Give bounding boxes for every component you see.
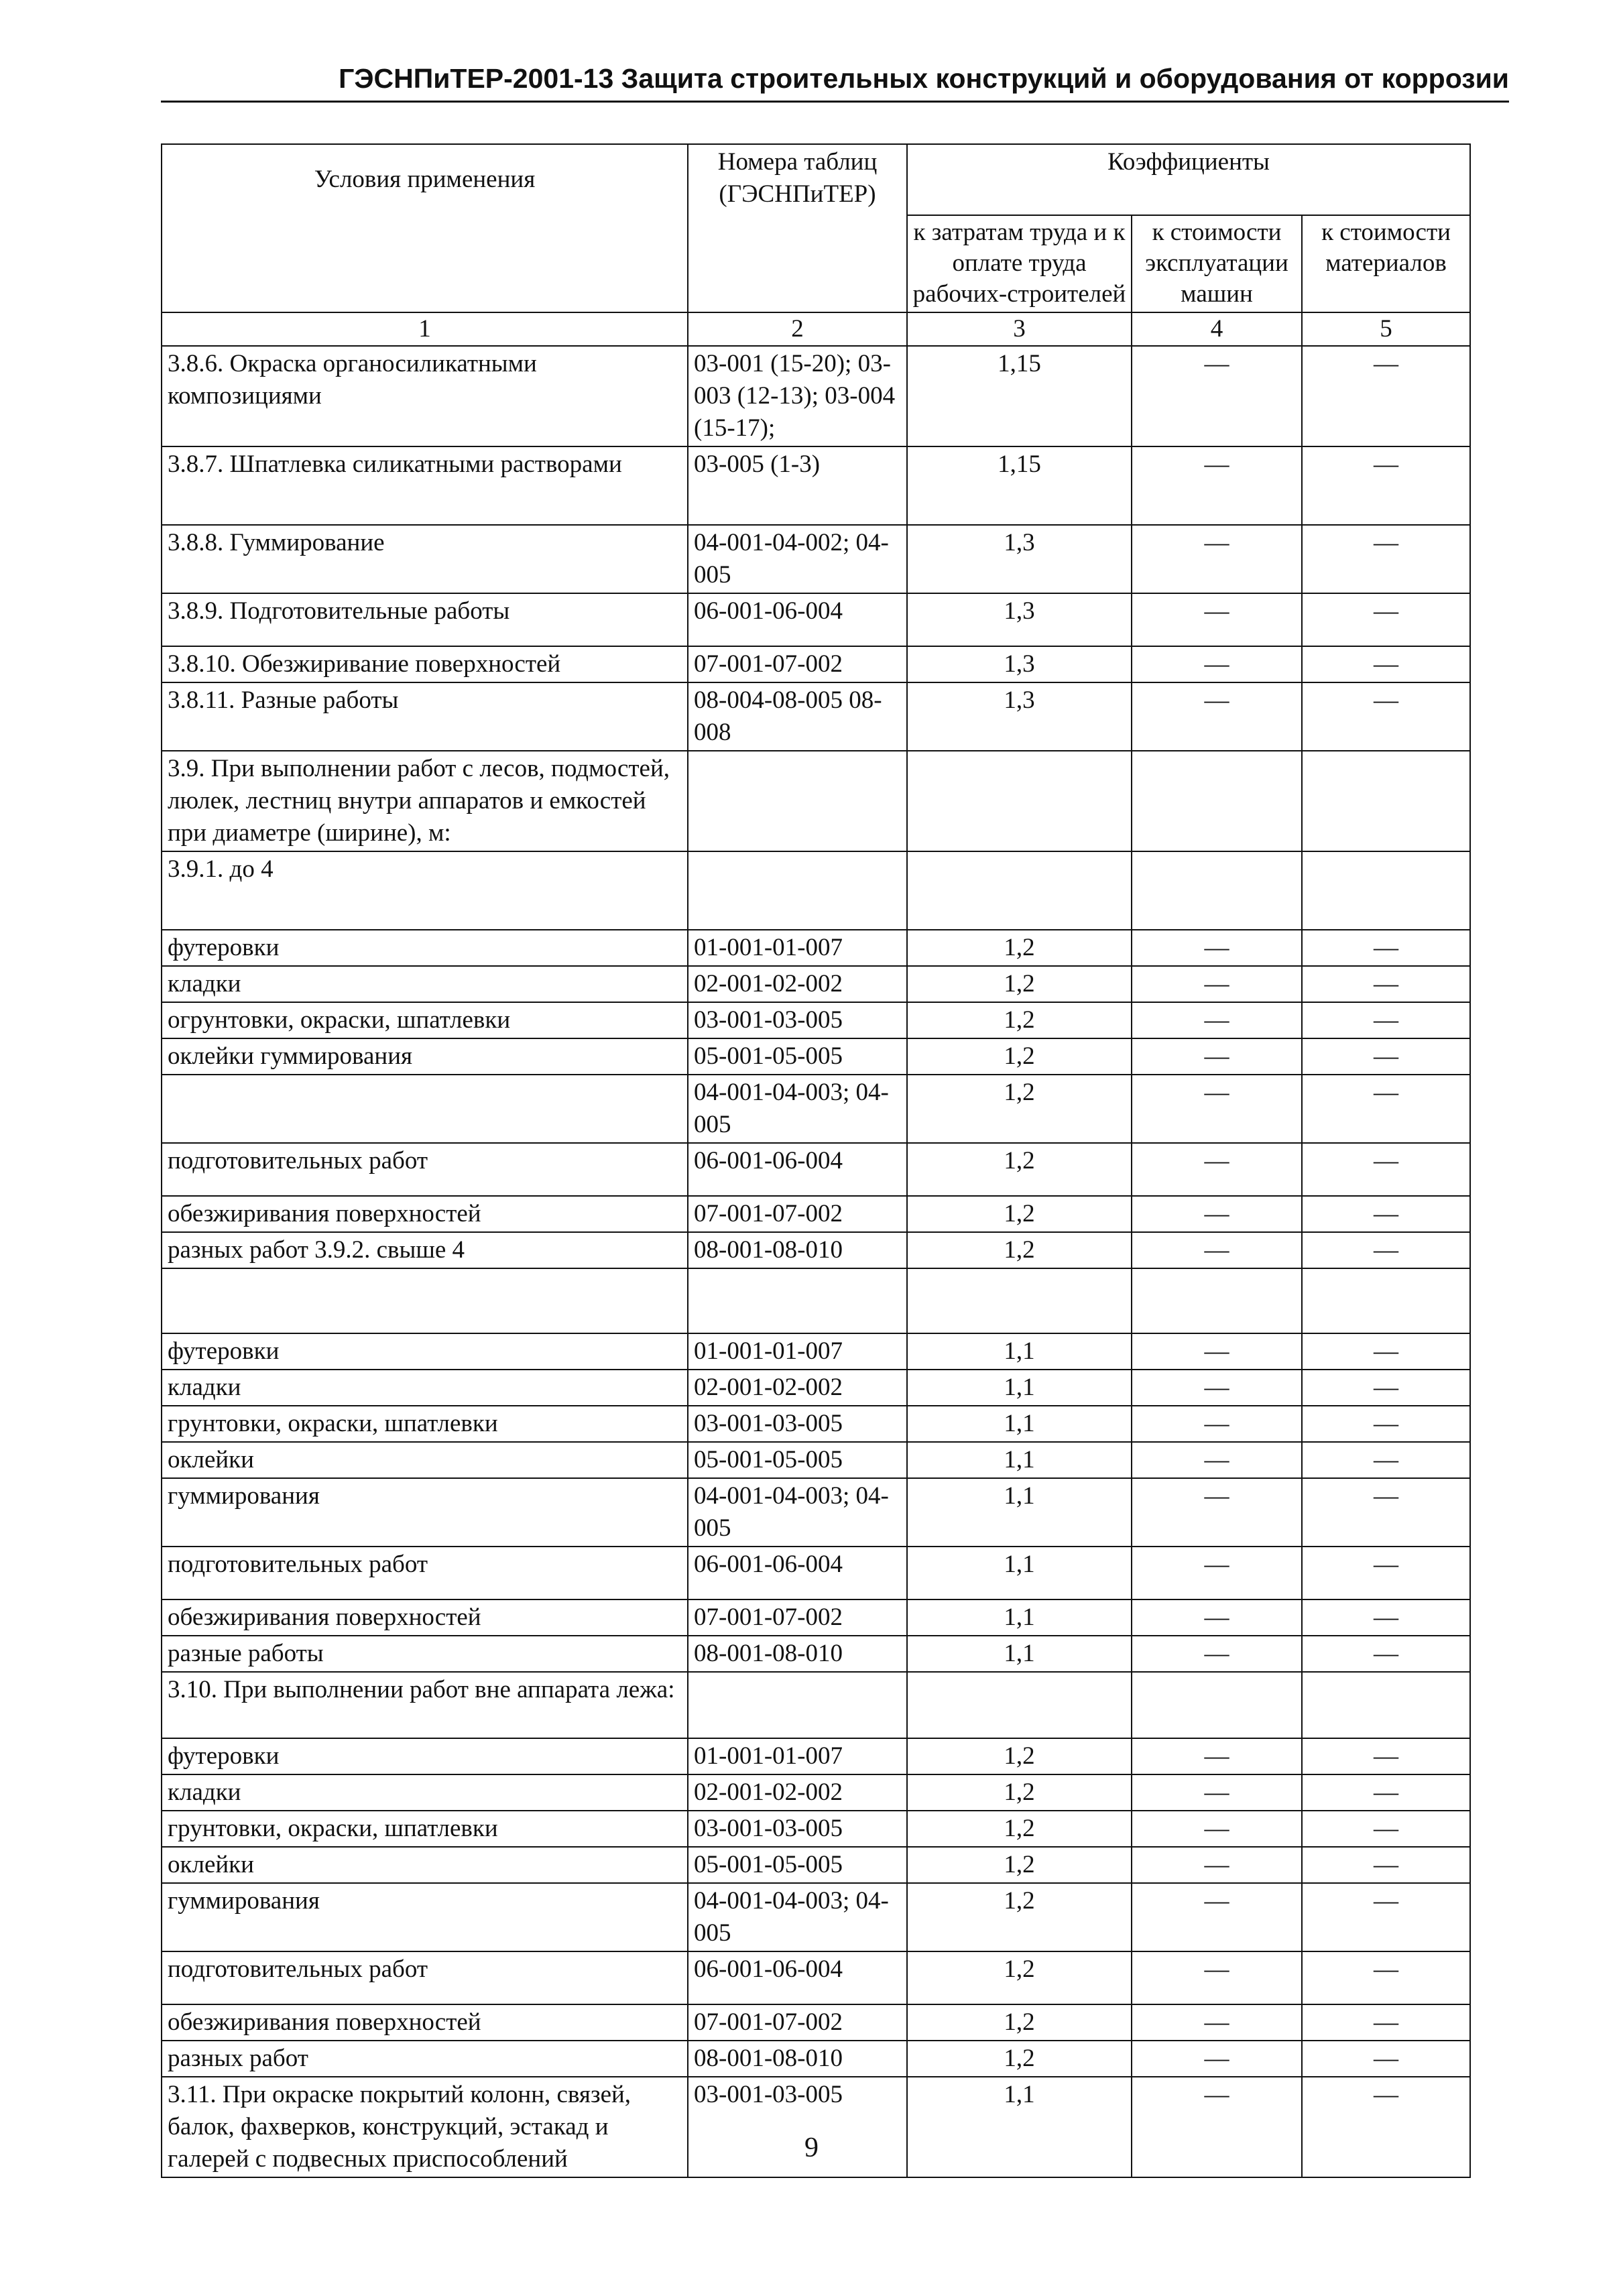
document-header-title: ГЭСНПиТЕР-2001-13 Защита строительных конструкций и оборудования от коррозии	[339, 63, 1509, 94]
machines-coefficient-cell: —	[1132, 1738, 1302, 1774]
labor-coefficient-cell: 1,1	[907, 1406, 1132, 1442]
condition-cell: 3.10. При выполнении работ вне аппарата лежа:	[162, 1672, 688, 1738]
materials-coefficient-cell: —	[1302, 966, 1470, 1002]
table-row	[162, 930, 1470, 966]
table-row	[162, 1774, 1470, 1811]
table-numbers-cell: 01-001-01-007	[688, 930, 907, 966]
machines-coefficient-cell: —	[1132, 1370, 1302, 1406]
table-numbers-cell: 02-001-02-002	[688, 1370, 907, 1406]
machines-coefficient-cell: —	[1132, 1478, 1302, 1547]
labor-coefficient-cell	[907, 851, 1132, 930]
table-row	[162, 346, 1470, 446]
materials-coefficient-cell: —	[1302, 2077, 1470, 2177]
condition-cell: подготовительных работ	[162, 1547, 688, 1599]
header-rule	[161, 101, 1509, 103]
table-row	[162, 2041, 1470, 2077]
table-row	[162, 1636, 1470, 1672]
condition-cell: 3.8.11. Разные работы	[162, 682, 688, 751]
labor-coefficient-cell: 1,15	[907, 346, 1132, 446]
condition-cell: гуммирования	[162, 1478, 688, 1547]
machines-coefficient-cell	[1132, 751, 1302, 851]
machines-coefficient-cell: —	[1132, 446, 1302, 525]
condition-cell: обезжиривания поверхностей	[162, 2004, 688, 2041]
labor-coefficient-cell: 1,1	[907, 2077, 1132, 2177]
table-numbers-cell: 05-001-05-005	[688, 1847, 907, 1883]
table-row	[162, 682, 1470, 751]
table-numbers-cell: 07-001-07-002	[688, 646, 907, 682]
machines-coefficient-cell: —	[1132, 1232, 1302, 1268]
labor-coefficient-cell: 1,2	[907, 1847, 1132, 1883]
table-numbers-cell: 07-001-07-002	[688, 2004, 907, 2041]
machines-coefficient-cell: —	[1132, 1196, 1302, 1232]
machines-coefficient-cell: —	[1132, 930, 1302, 966]
table-row	[162, 1847, 1470, 1883]
table-numbers-cell: 08-001-08-010	[688, 2041, 907, 2077]
materials-coefficient-cell: —	[1302, 646, 1470, 682]
materials-coefficient-cell: —	[1302, 1738, 1470, 1774]
table-body	[162, 346, 1470, 2177]
condition-cell: 3.8.7. Шпатлевка силикатными растворами	[162, 446, 688, 525]
table-row	[162, 593, 1470, 646]
condition-cell: 3.8.10. Обезжиривание поверхностей	[162, 646, 688, 682]
labor-coefficient-cell: 1,2	[907, 2004, 1132, 2041]
materials-coefficient-cell: —	[1302, 446, 1470, 525]
labor-coefficient-cell	[907, 1672, 1132, 1738]
labor-coefficient-cell: 1,2	[907, 2041, 1132, 2077]
materials-coefficient-cell: —	[1302, 1951, 1470, 2004]
labor-coefficient-cell: 1,2	[907, 1075, 1132, 1143]
materials-coefficient-cell: —	[1302, 1547, 1470, 1599]
materials-coefficient-cell: —	[1302, 1811, 1470, 1847]
condition-cell: 3.11. При окраске покрытий колонн, связей, балок, фахверков, конструкций, эстакад и галерей с подвесных приспособлений	[162, 2077, 688, 2177]
condition-cell: кладки	[162, 966, 688, 1002]
labor-coefficient-cell: 1,3	[907, 646, 1132, 682]
table-numbers-cell: 04-001-04-003; 04-005	[688, 1883, 907, 1951]
machines-coefficient-cell: —	[1132, 1143, 1302, 1196]
table-numbers-cell: 02-001-02-002	[688, 966, 907, 1002]
materials-coefficient-cell: —	[1302, 525, 1470, 593]
materials-coefficient-cell: —	[1302, 1002, 1470, 1038]
condition-cell: 3.9. При выполнении работ с лесов, подмостей, люлек, лестниц внутри аппаратов и емкостей при диаметре (ширине), м:	[162, 751, 688, 851]
table-numbers-cell: 07-001-07-002	[688, 1196, 907, 1232]
machines-coefficient-cell: —	[1132, 1883, 1302, 1951]
table-row	[162, 1232, 1470, 1268]
labor-coefficient-cell: 1,15	[907, 446, 1132, 525]
table-numbers-cell: 02-001-02-002	[688, 1774, 907, 1811]
labor-coefficient-cell: 1,3	[907, 593, 1132, 646]
table-numbers-cell: 03-005 (1-3)	[688, 446, 907, 525]
labor-coefficient-cell: 1,1	[907, 1547, 1132, 1599]
column-number: 3	[907, 312, 1132, 346]
condition-cell: футеровки	[162, 930, 688, 966]
machines-coefficient-cell	[1132, 851, 1302, 930]
machines-coefficient-cell	[1132, 1268, 1302, 1333]
machines-coefficient-cell: —	[1132, 966, 1302, 1002]
table-numbers-cell	[688, 851, 907, 930]
condition-cell: разных работ 3.9.2. свыше 4	[162, 1232, 688, 1268]
materials-coefficient-cell: —	[1302, 1883, 1470, 1951]
table-numbers-cell: 06-001-06-004	[688, 1547, 907, 1599]
table-row	[162, 751, 1470, 851]
column-number: 1	[162, 312, 688, 346]
condition-cell: разных работ	[162, 2041, 688, 2077]
labor-coefficient-cell: 1,1	[907, 1333, 1132, 1370]
table-numbers-cell: 07-001-07-002	[688, 1599, 907, 1636]
machines-coefficient-cell: —	[1132, 2041, 1302, 2077]
col-header-machines: к стоимости эксплуатации машин	[1132, 215, 1302, 312]
condition-cell: 3.8.8. Гуммирование	[162, 525, 688, 593]
materials-coefficient-cell: —	[1302, 1442, 1470, 1478]
col-header-coefficients: Коэффициенты	[907, 144, 1470, 215]
table-numbers-cell: 05-001-05-005	[688, 1038, 907, 1075]
table-row	[162, 1478, 1470, 1547]
machines-coefficient-cell: —	[1132, 1951, 1302, 2004]
machines-coefficient-cell: —	[1132, 593, 1302, 646]
labor-coefficient-cell	[907, 751, 1132, 851]
labor-coefficient-cell: 1,1	[907, 1370, 1132, 1406]
materials-coefficient-cell: —	[1302, 1478, 1470, 1547]
table-row	[162, 1002, 1470, 1038]
table-row	[162, 1442, 1470, 1478]
machines-coefficient-cell: —	[1132, 1599, 1302, 1636]
materials-coefficient-cell: —	[1302, 346, 1470, 446]
condition-cell: подготовительных работ	[162, 1951, 688, 2004]
table-numbers-cell	[688, 1672, 907, 1738]
machines-coefficient-cell: —	[1132, 1038, 1302, 1075]
condition-cell: разные работы	[162, 1636, 688, 1672]
machines-coefficient-cell: —	[1132, 525, 1302, 593]
table-numbers-cell: 04-001-04-003; 04-005	[688, 1075, 907, 1143]
table-numbers-cell: 05-001-05-005	[688, 1442, 907, 1478]
materials-coefficient-cell	[1302, 751, 1470, 851]
machines-coefficient-cell: —	[1132, 1333, 1302, 1370]
table-row	[162, 2004, 1470, 2041]
table-numbers-cell: 03-001-03-005	[688, 1002, 907, 1038]
machines-coefficient-cell: —	[1132, 1002, 1302, 1038]
column-number: 5	[1302, 312, 1470, 346]
materials-coefficient-cell: —	[1302, 1774, 1470, 1811]
machines-coefficient-cell	[1132, 1672, 1302, 1738]
labor-coefficient-cell: 1,2	[907, 1196, 1132, 1232]
machines-coefficient-cell: —	[1132, 1442, 1302, 1478]
condition-cell: 3.8.9. Подготовительные работы	[162, 593, 688, 646]
table-numbers-cell: 03-001-03-005	[688, 1406, 907, 1442]
labor-coefficient-cell: 1,3	[907, 525, 1132, 593]
table-row	[162, 1075, 1470, 1143]
materials-coefficient-cell: —	[1302, 1038, 1470, 1075]
table-row	[162, 1738, 1470, 1774]
labor-coefficient-cell: 1,3	[907, 682, 1132, 751]
table-numbers-cell: 01-001-01-007	[688, 1333, 907, 1370]
table-numbers-cell: 08-001-08-010	[688, 1636, 907, 1672]
condition-cell: кладки	[162, 1774, 688, 1811]
condition-cell: 3.8.6. Окраска органосиликатными композициями	[162, 346, 688, 446]
machines-coefficient-cell: —	[1132, 1075, 1302, 1143]
condition-cell: подготовительных работ	[162, 1143, 688, 1196]
machines-coefficient-cell: —	[1132, 1636, 1302, 1672]
condition-cell: грунтовки, окраски, шпатлевки	[162, 1406, 688, 1442]
table-row	[162, 1672, 1470, 1738]
table-row	[162, 1370, 1470, 1406]
materials-coefficient-cell	[1302, 851, 1470, 930]
table-row	[162, 1333, 1470, 1370]
machines-coefficient-cell: —	[1132, 1774, 1302, 1811]
labor-coefficient-cell: 1,2	[907, 1951, 1132, 2004]
condition-cell: обезжиривания поверхностей	[162, 1196, 688, 1232]
machines-coefficient-cell: —	[1132, 1547, 1302, 1599]
condition-cell	[162, 1268, 688, 1333]
condition-cell: футеровки	[162, 1333, 688, 1370]
labor-coefficient-cell: 1,2	[907, 1811, 1132, 1847]
table-row	[162, 1547, 1470, 1599]
materials-coefficient-cell: —	[1302, 1196, 1470, 1232]
materials-coefficient-cell: —	[1302, 1143, 1470, 1196]
column-number: 2	[688, 312, 907, 346]
materials-coefficient-cell: —	[1302, 1636, 1470, 1672]
table-numbers-cell: 03-001-03-005	[688, 1811, 907, 1847]
labor-coefficient-cell: 1,1	[907, 1478, 1132, 1547]
condition-cell	[162, 1075, 688, 1143]
col-header-conditions: Условия применения	[162, 144, 688, 312]
labor-coefficient-cell: 1,2	[907, 1232, 1132, 1268]
materials-coefficient-cell: —	[1302, 1847, 1470, 1883]
labor-coefficient-cell	[907, 1268, 1132, 1333]
machines-coefficient-cell: —	[1132, 1406, 1302, 1442]
condition-cell: гуммирования	[162, 1883, 688, 1951]
table-row	[162, 1883, 1470, 1951]
table-row	[162, 1951, 1470, 2004]
table-numbers-cell: 08-004-08-005 08-008	[688, 682, 907, 751]
condition-cell: оклейки гуммирования	[162, 1038, 688, 1075]
table-numbers-cell	[688, 1268, 907, 1333]
table-row	[162, 525, 1470, 593]
condition-cell: огрунтовки, окраски, шпатлевки	[162, 1002, 688, 1038]
condition-cell: оклейки	[162, 1442, 688, 1478]
materials-coefficient-cell: —	[1302, 1370, 1470, 1406]
table-row	[162, 1406, 1470, 1442]
machines-coefficient-cell: —	[1132, 1847, 1302, 1883]
condition-cell: футеровки	[162, 1738, 688, 1774]
table-row	[162, 1196, 1470, 1232]
labor-coefficient-cell: 1,2	[907, 1143, 1132, 1196]
condition-cell: 3.9.1. до 4	[162, 851, 688, 930]
table-row	[162, 446, 1470, 525]
materials-coefficient-cell: —	[1302, 1333, 1470, 1370]
condition-cell: кладки	[162, 1370, 688, 1406]
table-numbers-cell: 03-001 (15-20); 03-003 (12-13); 03-004 (15-17);	[688, 346, 907, 446]
materials-coefficient-cell: —	[1302, 682, 1470, 751]
machines-coefficient-cell: —	[1132, 346, 1302, 446]
labor-coefficient-cell: 1,2	[907, 1774, 1132, 1811]
table-numbers-cell: 06-001-06-004	[688, 1951, 907, 2004]
table-numbers-cell: 08-001-08-010	[688, 1232, 907, 1268]
labor-coefficient-cell: 1,2	[907, 1883, 1132, 1951]
machines-coefficient-cell: —	[1132, 682, 1302, 751]
table-numbers-cell: 03-001-03-005	[688, 2077, 907, 2177]
table-row	[162, 1143, 1470, 1196]
col-header-materials: к стоимости материалов	[1302, 215, 1470, 312]
labor-coefficient-cell: 1,1	[907, 1636, 1132, 1672]
table-row	[162, 1599, 1470, 1636]
labor-coefficient-cell: 1,1	[907, 1599, 1132, 1636]
labor-coefficient-cell: 1,2	[907, 1002, 1132, 1038]
coefficients-table	[161, 143, 1471, 2178]
table-numbers-cell: 06-001-06-004	[688, 1143, 907, 1196]
materials-coefficient-cell: —	[1302, 1075, 1470, 1143]
labor-coefficient-cell: 1,2	[907, 1038, 1132, 1075]
materials-coefficient-cell: —	[1302, 1599, 1470, 1636]
table-row	[162, 851, 1470, 930]
condition-cell: оклейки	[162, 1847, 688, 1883]
materials-coefficient-cell: —	[1302, 930, 1470, 966]
labor-coefficient-cell: 1,1	[907, 1442, 1132, 1478]
table-numbers-cell	[688, 751, 907, 851]
machines-coefficient-cell: —	[1132, 1811, 1302, 1847]
table-numbers-cell: 04-001-04-003; 04-005	[688, 1478, 907, 1547]
table-numbers-cell: 06-001-06-004	[688, 593, 907, 646]
materials-coefficient-cell: —	[1302, 2041, 1470, 2077]
table-row	[162, 1038, 1470, 1075]
condition-cell: грунтовки, окраски, шпатлевки	[162, 1811, 688, 1847]
materials-coefficient-cell	[1302, 1268, 1470, 1333]
machines-coefficient-cell: —	[1132, 2004, 1302, 2041]
table-row	[162, 966, 1470, 1002]
table-row	[162, 646, 1470, 682]
materials-coefficient-cell: —	[1302, 2004, 1470, 2041]
materials-coefficient-cell: —	[1302, 1406, 1470, 1442]
labor-coefficient-cell: 1,2	[907, 930, 1132, 966]
materials-coefficient-cell: —	[1302, 1232, 1470, 1268]
materials-coefficient-cell	[1302, 1672, 1470, 1738]
table-row	[162, 1268, 1470, 1333]
table-row	[162, 1811, 1470, 1847]
col-header-tables: Номера таблиц (ГЭСНПиТЕР)	[688, 144, 907, 312]
page-number: 9	[804, 2132, 819, 2163]
machines-coefficient-cell: —	[1132, 646, 1302, 682]
condition-cell: обезжиривания поверхностей	[162, 1599, 688, 1636]
labor-coefficient-cell: 1,2	[907, 966, 1132, 1002]
col-header-labor: к затратам труда и к оплате труда рабочих-строителей	[907, 215, 1132, 312]
table-numbers-cell: 01-001-01-007	[688, 1738, 907, 1774]
machines-coefficient-cell: —	[1132, 2077, 1302, 2177]
table-numbers-cell: 04-001-04-002; 04-005	[688, 525, 907, 593]
labor-coefficient-cell: 1,2	[907, 1738, 1132, 1774]
column-number: 4	[1132, 312, 1302, 346]
materials-coefficient-cell: —	[1302, 593, 1470, 646]
